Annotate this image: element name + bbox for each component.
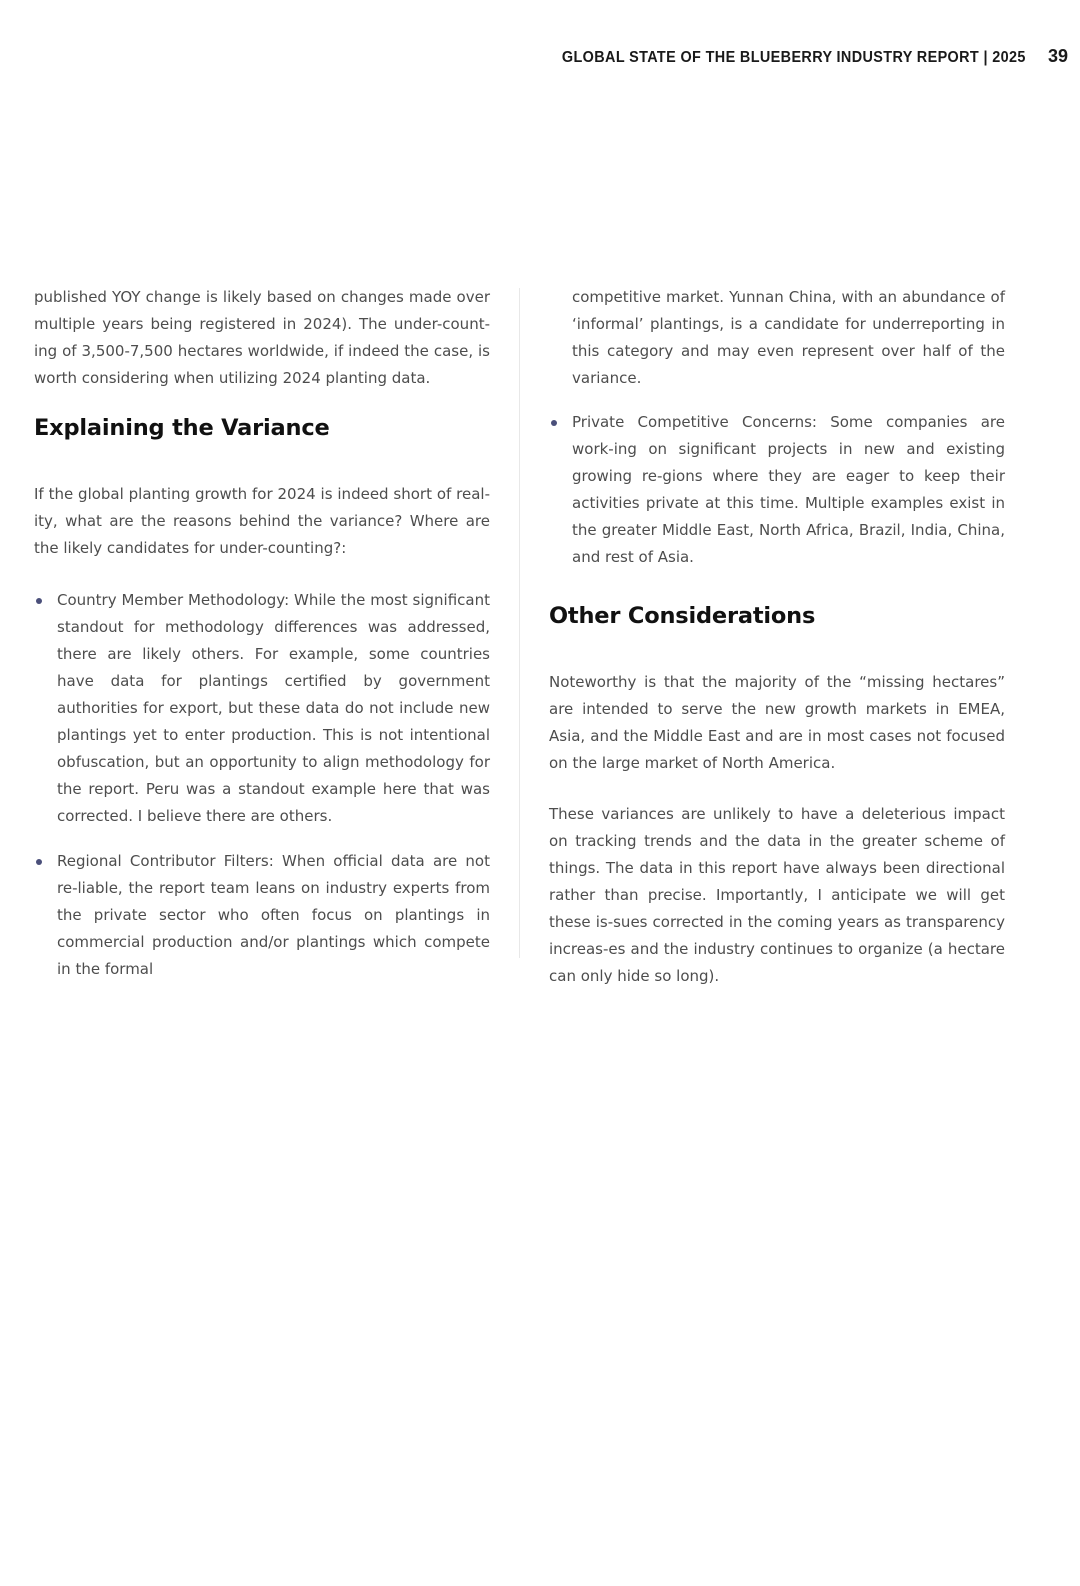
list-item [34,587,490,830]
bullet-continuation: competitive market. Yunnan China, with an abundance of ‘informal’ plantings, is a candidate for underreporting in this category and may even represent over half of the variance. [572,288,1005,387]
bullet-text-country-methodology: Country Member Methodology: While the most significant standout for methodology differences was addressed, there are likely others. For example, some countries have data for plantings certified by government authorities for export, but these data do not include new plantings yet to enter production. This is not intentional obfuscation, but an opportunity to align methodology for the report. Peru was a standout example here that was corrected. I believe there are others. [57,591,490,825]
page-header [527,46,1068,67]
bullet-icon [551,420,557,426]
bullet-text-regional-contributor: Regional Contributor Filters: When official data are not re-liable, the report team leans on industry experts from the private sector who often focus on plantings in commercial production and/or plantings which compete in the formal [57,852,490,978]
section-heading-explaining-variance: Explaining the Variance [34,415,330,441]
left-column [34,284,490,983]
bullet-icon [36,859,42,865]
column-divider [519,288,520,958]
concerns-bullet-list [549,409,1005,571]
variance-bullet-list [34,587,490,983]
list-item [549,409,1005,571]
list-item [34,848,490,983]
right-column [549,284,1005,990]
considerations-paragraph-2: These variances are unlikely to have a deleterious impact on tracking trends and the data in the greater scheme of things. The data in this report have always been directional rather than precise. Importantly, I anticipate we will get these is-sues corrected in the coming years as transparency increas-es and the industry continues to organize (a hectare can only hide so long). [549,805,1005,985]
section-heading-other-considerations: Other Considerations [549,603,816,629]
considerations-paragraph-1: Noteworthy is that the majority of the “missing hectares” are intended to serve the new growth markets in EMEA, Asia, and the Middle East and are in most cases not focused on the large market of North America. [549,673,1005,772]
intro-paragraph: published YOY change is likely based on changes made over multiple years being registered in 2024). The under-count-ing of 3,500-7,500 hectares worldwide, if indeed the case, is worth considering when utilizing 2024 planting data. [34,288,490,387]
bullet-icon [36,598,42,604]
page-number: 39 [1047,46,1068,66]
variance-paragraph: If the global planting growth for 2024 is indeed short of real-ity, what are the reasons behind the variance? Where are the likely candidates for under-counting?: [34,485,490,557]
report-title: GLOBAL STATE OF THE BLUEBERRY INDUSTRY REPORT | 2025 [562,49,1026,66]
bullet-text-private-concerns: Private Competitive Concerns: Some companies are work-ing on significant projects in new and existing growing re-gions where they are eager to keep their activities private at this time. Multiple examples exist in the greater Middle East, North Africa, Brazil, India, China, and rest of Asia. [572,413,1005,566]
